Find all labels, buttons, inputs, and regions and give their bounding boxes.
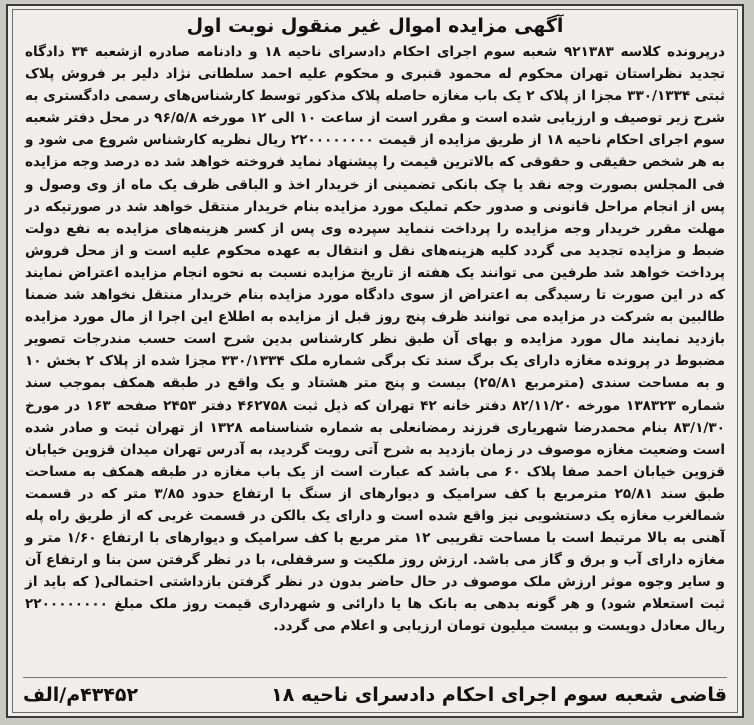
- notice-title: آگهی مزایده اموال غیر منقول نوبت اول: [186, 15, 564, 37]
- notice-paragraph: درپرونده کلاسه ۹۲۱۳۸۳ شعبه سوم اجرای احکام دادسرای ناحیه ۱۸ و دادنامه صادره ازشعبه ۳۴ دادگاه تجدید نظراستان تهران محکوم له محمود قنبری و محکوم علیه احمد سلطانی نژاد دلیر بر فروش پلاک ثبتی ۳۳۰/۱۳۳۴ مجزا از پلاک ۲ یک باب مغازه حاصله پلاک مذکور توسط کارشناس‌های رسمی دادگستری به شرح زیر توصیف و ارزیابی شده است و مقرر است از ساعت ۱۰ الی ۱۲ مورخه ۹۶/۵/۸ در محل دفتر شعبه سوم اجرای احکام ناحیه ۱۸ از طریق مزایده از قیمت ۲۲۰۰۰۰۰۰۰۰ ریال نظریه کارشناس شروع می شود و به هر شخص حقیقی و حقوقی که بالاترین قیمت را پیشنهاد نماید فروخته خواهد شد ده درصد وجه مزایده فی المجلس بصورت وجه نقد یا چک بانکی تضمینی از خریدار اخذ و الباقی ظرف یک ماه از وی وصول و پس از انجام مراحل قانونی و صدور حکم تملیک مورد مزایده بنام خریدار منتقل خواهد شد در صورتیکه در مهلت مقرر خریدار وجه مزایده را پرداخت ننماید سپرده وی پس از کسر هزینه‌های مزایده به نفع دولت ضبط و مزایده تجدید می گردد کلیه هزینه‌های نقل و انتقال به عهده محکوم علیه است و از محل فروش پرداخت خواهد شد طرفین می توانند یک هفته از تاریخ مزایده نسبت به نحوه انجام مزایده اعتراض نمایند که در این صورت تا رسیدگی به اعتراض از سوی دادگاه مورد مزایده بنام خریدار منتقل نخواهد شد ضمنا طالبین به شرکت در مزایده می توانند ظرف پنج روز قبل از مزایده به اطلاع این اجرا از مال مورد مزایده بازدید نمایند مال مورد مزایده و بهای آن طبق نظر کارشناس بدین شرح است حسب مندرجات تصویر مضبوط در پرونده مغازه دارای یک برگ سند تک برگی شماره ملک ۳۳۰/۱۳۳۴ مجزا شده از پلاک ۲ بخش ۱۰ و به مساحت سندی (مترمربع ۲۵/۸۱) بیست و پنج متر هشتاد و یک واقع در طبقه همکف بموجب سند شماره ۱۳۸۳۲۳ مورخه ۸۲/۱۱/۲۰ دفتر خانه ۴۲ تهران که ذیل ثبت ۴۶۲۷۵۸ دفتر ۲۴۵۳ صفحه ۱۶۳ در مورخ ۸۳/۱/۳۰ بنام محمدرضا شهریاری فرزند رمضانعلی به شماره شناسنامه ۱۳۲۸ از تهران ثبت و صادر شده است وضعیت مغازه موصوف در زمان بازدید به شرح آتی رویت گردید، به آدرس تهران میدان قزوین خیابان قزوین خیابان احمد صفا پلاک ۶۰ می باشد که عبارت است از یک باب مغازه در طبقه همکف به مساحت طبق سند ۲۵/۸۱ مترمربع با کف سرامیک و دیوارهای از سنگ با ارتفاع حدود ۳/۸۵ متر که در قسمت شمالغرب مغازه یک دستشویی نیز واقع شده است و دارای یک بالکن در قسمت غربی که از طریق راه پله آهنی به بالا مرتبط است با مساحت تقریبی ۱۲ متر مربع با کف سرامیک و دیوارهای با ارتفاع ۱/۶۰ متر و مغازه دارای آب و برق و گاز می باشد. ارزش روز ملکیت و سرقفلی، با در نظر گرفتن سن بنا و ارتفاع آن و سایر وجوه موثر ارزش ملک موصوف در حال حاضر بدون در نظر گرفتن بازداشتی احتمالی( که باید از ثبت استعلام شود) و هر گونه بدهی به بانک ها یا دارائی و شهرداری قیمت روز ملک مبلغ ۲۲۰۰۰۰۰۰۰۰ ریال معادل دویست و بیست میلیون تومان ارزیابی و اعلام می گردد.: [25, 44, 726, 635]
- notice-border: [12, 9, 738, 713]
- notice-body: [13, 41, 737, 638]
- notice-footer: [23, 684, 727, 706]
- notice-code: ۴۳۴۵۲م/الف: [23, 684, 139, 706]
- notice-page: [6, 4, 744, 718]
- judge-signature: قاضی شعبه سوم اجرای احکام دادسرای ناحیه ۱۸: [271, 684, 727, 706]
- footer-divider: [23, 677, 727, 678]
